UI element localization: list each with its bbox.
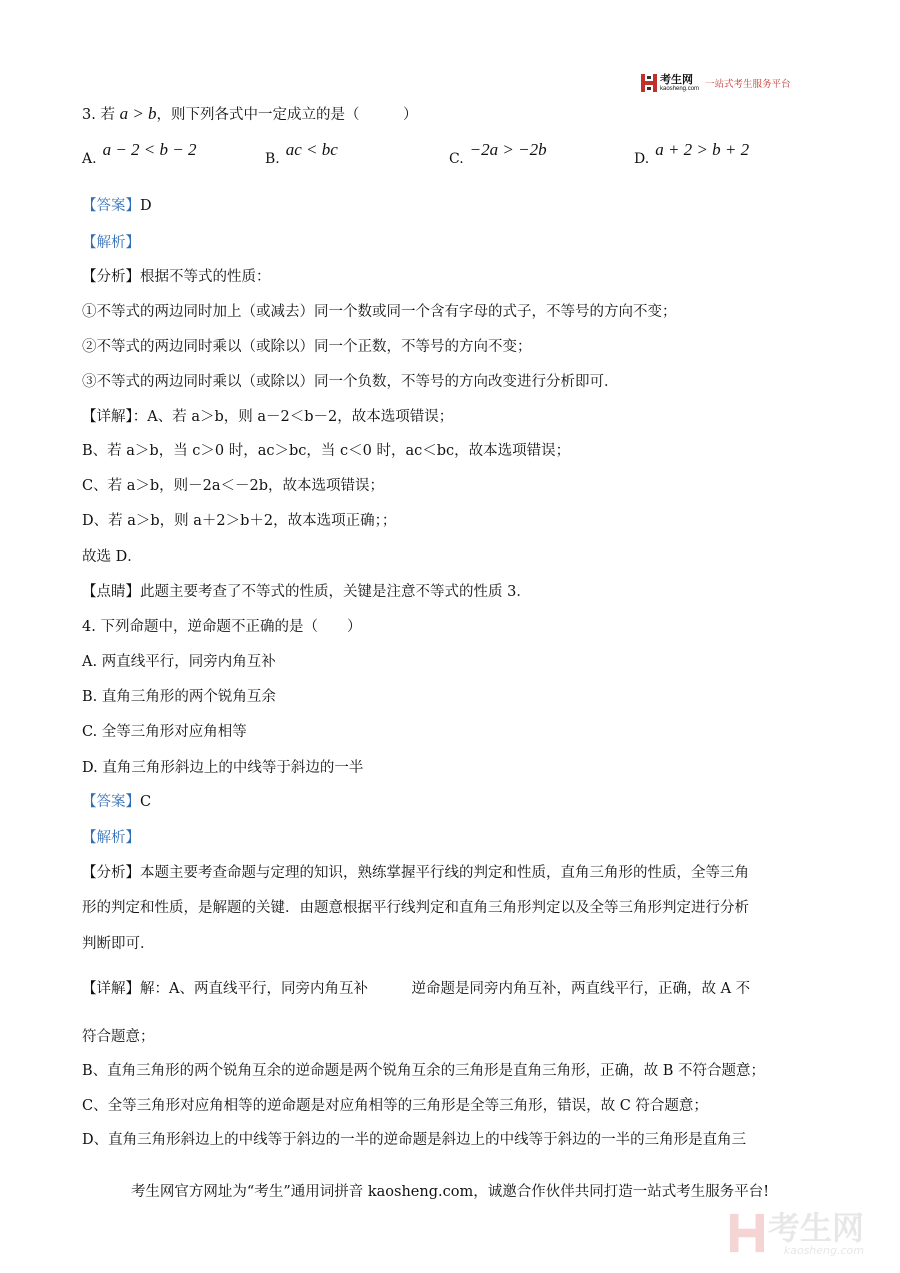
q4-analysis-tag: 【解析】 <box>82 830 140 846</box>
q3-option-c-expr: −2a > −2b <box>469 140 547 159</box>
q3-answer <box>82 194 152 215</box>
q3-condition: a > b <box>119 104 157 123</box>
q3-option-a-label: A. <box>82 151 97 167</box>
q4-answer <box>82 790 151 811</box>
q4-line-2: 形的判定和性质，是解题的关键．由题意根据平行线判定和直角三角形判定以及全等三角形判定进行分析 <box>82 900 749 916</box>
q4-option-c: C. 全等三角形对应角相等 <box>82 724 247 740</box>
q4-answer-value: C <box>140 794 152 810</box>
q4-line-1: 【分析】本题主要考查命题与定理的知识，熟练掌握平行线的判定和性质，直角三角形的性质，全等三角 <box>82 865 749 881</box>
q4-line-5: 符合题意； <box>82 1029 155 1045</box>
q4-option-b: B. 直角三角形的两个锐角互余 <box>82 689 276 705</box>
q4-line-4: 【详解】解：A、两直线平行，同旁内角互补 逆命题是同旁内角互补，两直线平行，正确，故 A 不 <box>82 981 751 997</box>
q3-line-3: ②不等式的两边同时乘以（或除以）同一个正数，不等号的方向不变； <box>82 339 532 355</box>
brand-slogan: 一站式考生服务平台 <box>705 79 791 90</box>
brand-url: kaosheng.com <box>660 85 700 92</box>
q3-option-a-expr: a − 2 < b − 2 <box>102 140 197 159</box>
brand-name <box>660 75 699 92</box>
q3-option-c <box>449 140 547 168</box>
q4-stem: 4. 下列命题中，逆命题不正确的是（ ） <box>82 619 362 635</box>
q3-option-c-label: C. <box>449 151 464 167</box>
brand-logo-icon <box>641 74 657 92</box>
q3-option-d <box>634 140 750 168</box>
q4-line-3: 判断即可． <box>82 936 155 952</box>
q3-option-d-label: D. <box>634 151 650 167</box>
q3-line-4: ③不等式的两边同时乘以（或除以）同一个负数，不等号的方向改变进行分析即可． <box>82 374 619 390</box>
q3-stem-a: 若 <box>100 107 115 123</box>
q4-line-8: D、直角三角形斜边上的中线等于斜边的一半的逆命题是斜边上的中线等于斜边的一半的三角形是直角三 <box>82 1132 747 1148</box>
q3-line-7: C、若 a＞b，则－2a＜－2b，故本选项错误； <box>82 478 385 494</box>
page-footer: 考生网官方网址为“考生”通用词拼音 kaosheng.com，诚邀合作伙伴共同打造一站式考生服务平台! <box>130 1184 770 1200</box>
q3-option-a <box>82 140 197 168</box>
watermark-url: kaosheng.com <box>783 1244 864 1257</box>
q3-stem <box>82 103 418 124</box>
q3-answer-value: D <box>140 198 152 214</box>
q3-option-b-label: B. <box>265 151 280 167</box>
brand-title: 考生网 <box>660 73 693 86</box>
q3-answer-tag: 【答案】 <box>82 198 140 214</box>
q3-option-b <box>265 140 338 168</box>
q3-line-1: 【分析】根据不等式的性质： <box>82 269 271 285</box>
watermark-logo-icon <box>730 1213 764 1257</box>
q3-analysis-tag: 【解析】 <box>82 235 140 251</box>
q4-answer-tag: 【答案】 <box>82 794 140 810</box>
watermark-text: 考生网 <box>767 1209 864 1247</box>
watermark <box>730 1209 864 1257</box>
q4-option-d: D. 直角三角形斜边上的中线等于斜边的一半 <box>82 760 364 776</box>
q3-option-d-expr: a + 2 > b + 2 <box>655 140 750 159</box>
q3-line-10: 【点睛】此题主要考查了不等式的性质，关键是注意不等式的性质 3． <box>82 584 531 600</box>
q3-line-9: 故选 D． <box>82 549 142 565</box>
q3-stem-b: ，则下列各式中一定成立的是（ ） <box>156 107 418 123</box>
q3-line-5: 【详解】：A、若 a＞b，则 a－2＜b－2，故本选项错误； <box>82 409 454 425</box>
q3-line-2: ①不等式的两边同时加上（或减去）同一个数或同一个含有字母的式子，不等号的方向不变； <box>82 304 677 320</box>
q3-option-b-expr: ac < bc <box>285 140 338 159</box>
q4-line-7: C、全等三角形对应角相等的逆命题是对应角相等的三角形是全等三角形，错误，故 C 符合题意； <box>82 1098 708 1114</box>
q3-line-6: B、若 a＞b，当 c＞0 时，ac＞bc，当 c＜0 时，ac＜bc，故本选项错误； <box>82 443 571 459</box>
q4-line-6: B、直角三角形的两个锐角互余的逆命题是两个锐角互余的三角形是直角三角形，正确，故 B 不符合题意； <box>82 1063 766 1079</box>
q3-number: 3. <box>82 107 96 123</box>
header-logo <box>641 72 791 94</box>
q3-line-8: D、若 a＞b，则 a＋2＞b＋2，故本选项正确；； <box>82 513 397 529</box>
q4-option-a: A. 两直线平行，同旁内角互补 <box>82 654 276 670</box>
